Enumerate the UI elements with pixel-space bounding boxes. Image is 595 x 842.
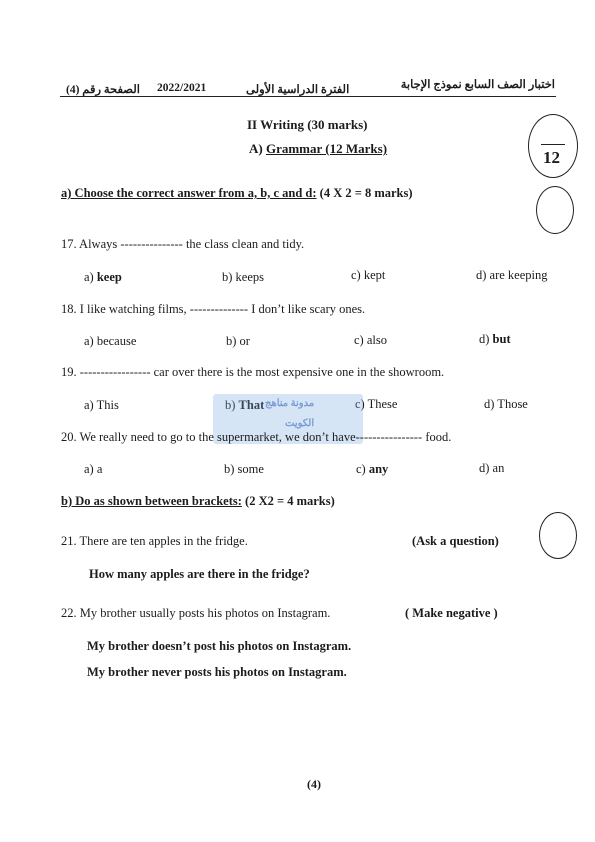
q21-instruction: (Ask a question) <box>412 534 499 548</box>
part-b-instruction: b) Do as shown between brackets: <box>61 494 242 508</box>
q17-option-b: b) keeps <box>222 270 264 284</box>
part-a-heading <box>61 186 413 201</box>
page-number: (4) <box>307 777 321 791</box>
score-rule <box>541 144 565 145</box>
q17-option-c: c) kept <box>351 268 386 282</box>
q20-option-c: c) any <box>356 462 389 476</box>
q20-option-d: d) an <box>479 461 505 475</box>
q17-option-a: a) keep <box>84 270 122 284</box>
part-a-mark-circle <box>536 186 574 234</box>
part-b-marks: (2 X2 = 4 marks) <box>245 494 335 508</box>
score-circle <box>528 114 578 178</box>
q20-option-b: b) some <box>224 462 264 476</box>
section-subtitle-text: Grammar (12 Marks) <box>265 141 388 156</box>
question-20: 20. We really need to go to the supermarket, we don’t have---------------- food. <box>61 430 452 444</box>
part-a-marks: (4 X 2 = 8 marks) <box>319 186 413 200</box>
header-exam-title: اختبار الصف السابع نموذج الإجابة <box>400 79 555 91</box>
question-19: 19. ----------------- car over there is the most expensive one in the showroom. <box>61 365 445 379</box>
q20-option-a: a) a <box>84 462 103 476</box>
q22-answer-1: My brother doesn’t post his photos on Instagram. <box>87 639 352 653</box>
question-21: 21. There are ten apples in the fridge. <box>61 534 248 548</box>
part-a-instruction: a) Choose the correct answer from a, b, c and d: <box>61 186 317 200</box>
question-17: 17. Always --------------- the class clean and tidy. <box>61 237 305 251</box>
header-divider <box>60 96 556 97</box>
q18-option-b: b) or <box>226 334 250 348</box>
section-title: II Writing (30 marks) <box>247 117 368 132</box>
header-term: الفترة الدراسية الأولى <box>246 84 350 96</box>
section-subtitle <box>249 141 387 157</box>
watermark-line1: مدونة مناهج <box>265 398 315 409</box>
q19-option-d: d) Those <box>484 397 528 411</box>
header-page-label: الصفحة رقم (4) <box>66 84 140 96</box>
section-subtitle-prefix: A) <box>249 141 263 156</box>
q21-answer: How many apples are there in the fridge? <box>89 567 310 581</box>
part-b-mark-circle <box>539 512 577 559</box>
q19-option-c: c) These <box>355 397 398 411</box>
q22-instruction: ( Make negative ) <box>405 606 498 620</box>
watermark-line2: الكويت <box>285 418 315 429</box>
q17-option-d: d) are keeping <box>476 268 548 282</box>
q19-option-b: b) That <box>225 398 265 412</box>
part-b-heading <box>61 494 335 509</box>
question-22: 22. My brother usually posts his photos on Instagram. <box>61 606 331 620</box>
q22-answer-2: My brother never posts his photos on Instagram. <box>87 665 347 679</box>
q19-option-a: a) This <box>84 398 119 412</box>
q18-option-d: d) but <box>479 332 511 346</box>
question-18: 18. I like watching films, -------------- I don’t like scary ones. <box>61 302 366 316</box>
header-year: 2022/2021 <box>157 82 207 94</box>
q18-option-a: a) because <box>84 334 137 348</box>
score-total: 12 <box>543 148 560 167</box>
q18-option-c: c) also <box>354 333 387 347</box>
